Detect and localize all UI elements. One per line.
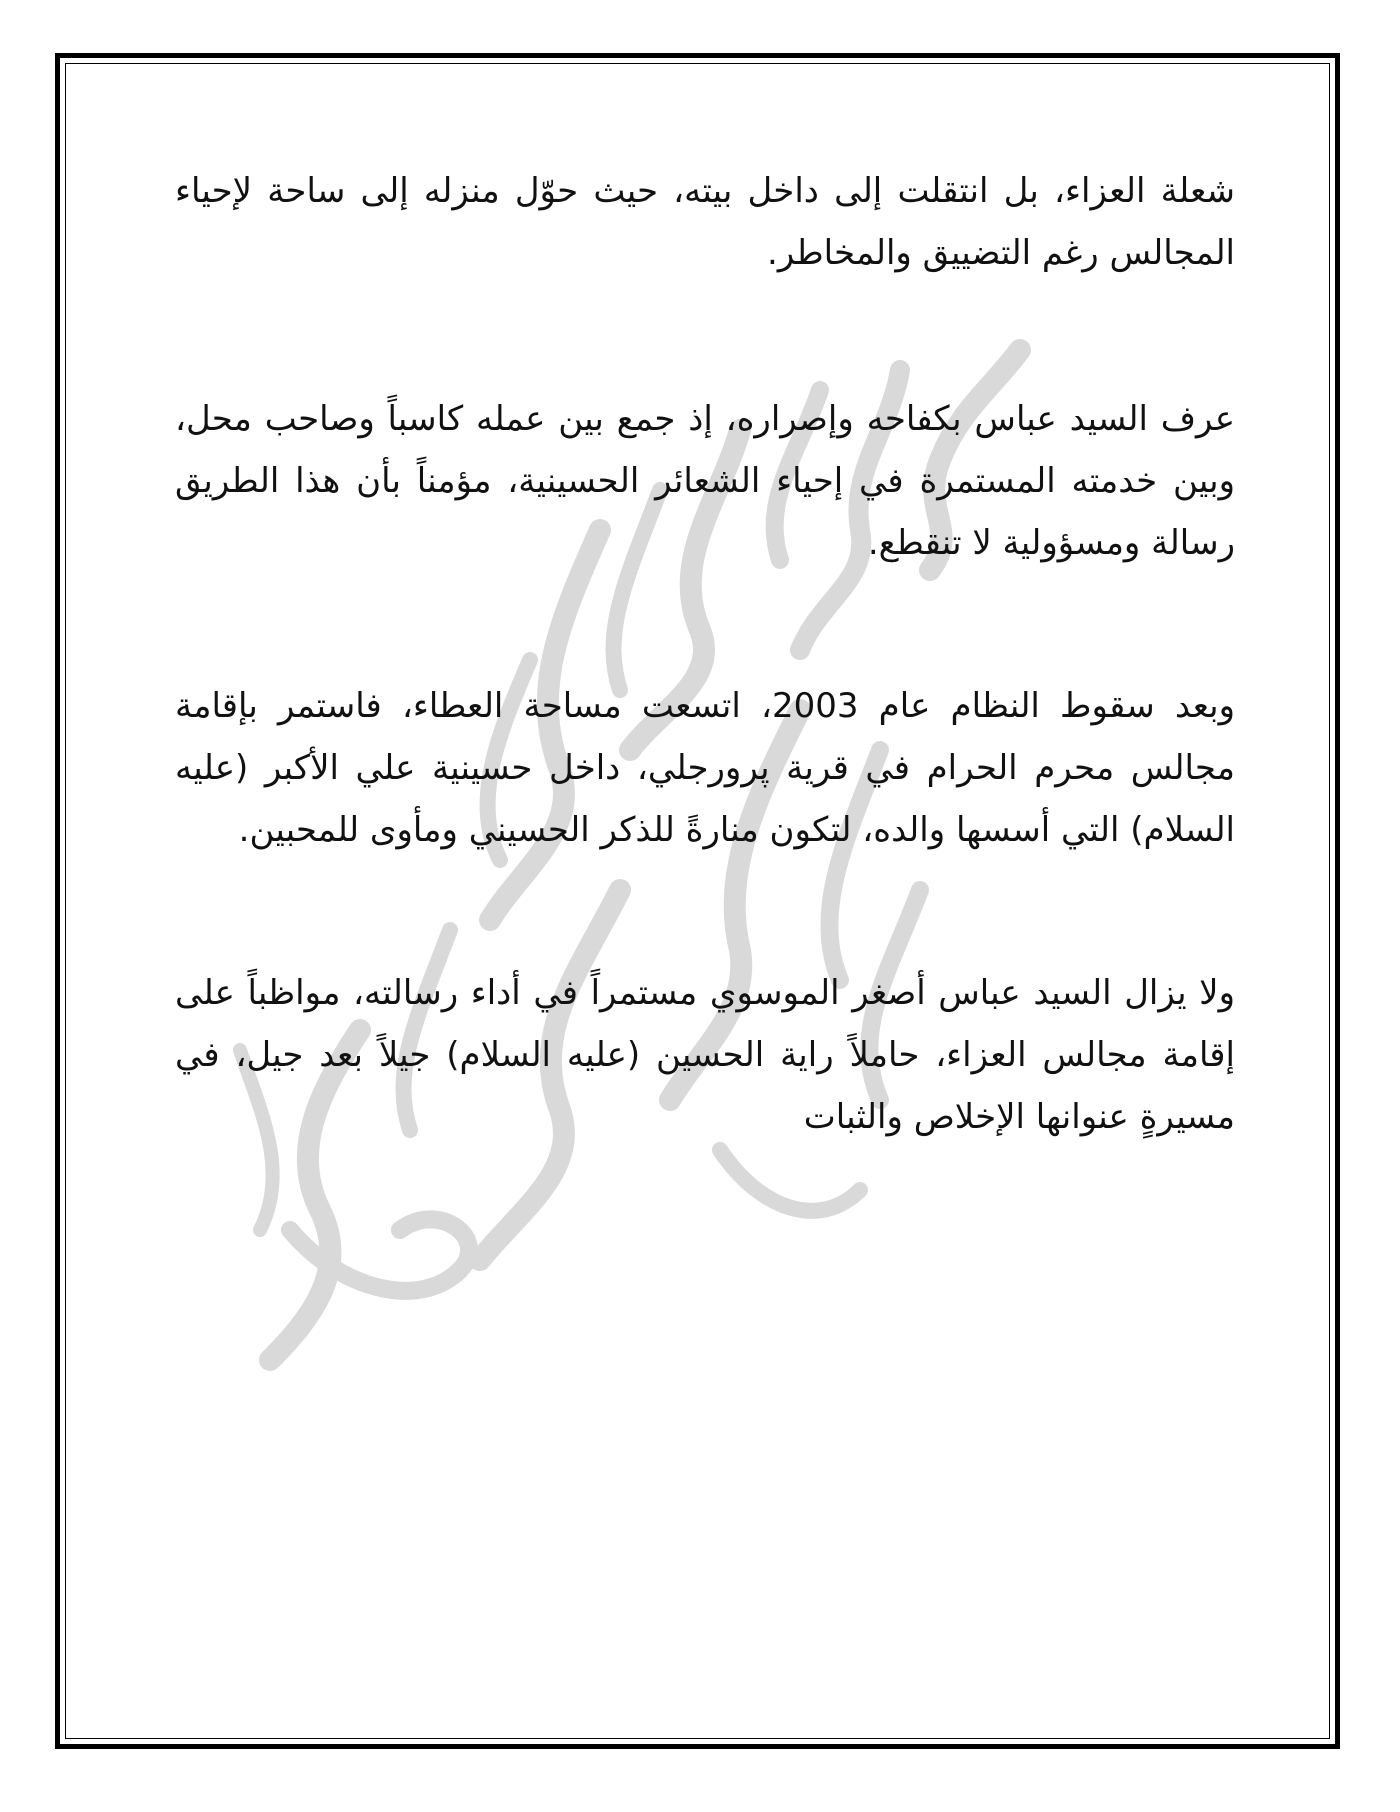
page-border-inner xyxy=(65,63,1330,1739)
paragraph-2: عرف السيد عباس بكفاحه وإصراره، إذ جمع بين عمله كاسباً وصاحب محل، وبين خدمته المستمرة في إحياء الشعائر الحسينية، مؤمناً بأن هذا الطريق رسالة ومسؤولية لا تنقطع. xyxy=(175,399,1235,563)
paragraph-4: ولا يزال السيد عباس أصغر الموسوي مستمراً في أداء رسالته، مواظباً على إقامة مجالس العزاء، حاملاً راية الحسين (عليه السلام) جيلاً بعد جيل، في مسيرةٍ عنوانها الإخلاص والثبات xyxy=(175,973,1235,1137)
paragraph-1: شعلة العزاء، بل انتقلت إلى داخل بيته، حيث حوّل منزله إلى ساحة لإحياء المجالس رغم التضييق والمخاطر. xyxy=(175,171,1235,273)
paragraph-3: وبعد سقوط النظام عام 2003، اتسعت مساحة العطاء، فاستمر بإقامة مجالس محرم الحرام في قرية پرورجلي، داخل حسينية علي الأكبر (عليه السلام) التي أسسها والده، لتكون منارةً للذكر الحسيني ومأوى للمحبين. xyxy=(175,686,1236,850)
page-border xyxy=(55,53,1340,1749)
